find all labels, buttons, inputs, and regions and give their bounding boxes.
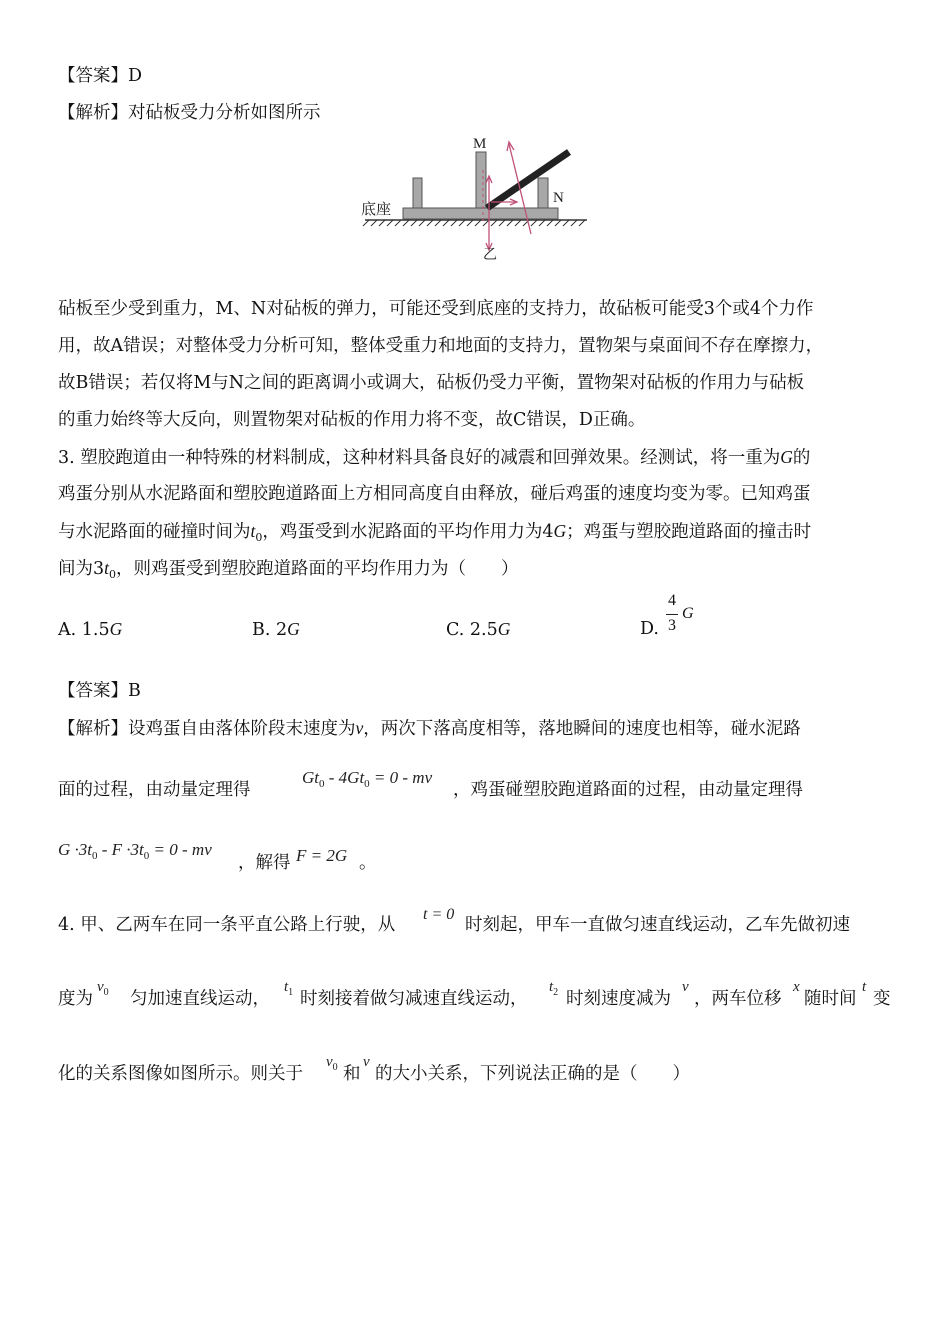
eq1-part-2: - 4Gt (324, 768, 365, 787)
q4-line-2a: 度为 (58, 989, 93, 1009)
answer-line-1 (58, 64, 142, 88)
q3-text-3a: 与水泥路面的碰撞时间为 (58, 522, 251, 542)
q3-var-t: t (250, 521, 256, 541)
analysis3-text-1a: 设鸡蛋自由落体阶段末速度为 (128, 719, 356, 739)
answer-label: 【答案】 (58, 66, 128, 86)
label-n: N (553, 190, 564, 206)
q3-sub-0: 0 (255, 531, 263, 544)
q4-line-2d: 时刻速度减为 (566, 989, 671, 1009)
q4-eq-t0: t = 0 (423, 906, 455, 923)
q4-var-t: t (862, 979, 867, 995)
eq2-part-2: - F ·3t (97, 840, 144, 859)
q3-text-3b: ，鸡蛋受到水泥路面的平均作用力为4 (262, 522, 554, 542)
analysis-intro-1 (58, 101, 321, 125)
equation-3: F = 2G (296, 846, 348, 865)
answer-value: D (128, 66, 143, 86)
force-diagram (355, 130, 595, 270)
q4-var-v0b (326, 1054, 338, 1073)
q3-var-g: G (780, 447, 793, 467)
q3-line-3 (58, 519, 811, 550)
analysis-label: 【解析】 (58, 103, 128, 123)
eq1-part-3: = 0 - mv (369, 768, 433, 787)
analysis3-var-v: v (355, 718, 364, 738)
analysis1-line-3: 故B错误；若仅将M与N之间的距离调小或调大，砧板仍受力平衡，置物架对砧板的作用力与砧板 (58, 373, 805, 393)
analysis1-line-2: 用，故A错误；对整体受力分析可知，整体受重力和地面的支持力，置物架与桌面间不存在摩擦力， (58, 336, 824, 356)
eq1-sub-1: 0 (319, 778, 325, 790)
eq2-sub-2: 0 (143, 850, 150, 862)
q4-var-x: x (793, 979, 800, 995)
q4-line-3c: 的大小关系，下列说法正确的是（ ） (375, 1064, 690, 1084)
q4-line-1a: 4. 甲、乙两车在同一条平直公路上行驶，从 (58, 915, 396, 935)
label-m: M (473, 136, 487, 152)
q3-line-2: 鸡蛋分别从水泥路面和塑胶跑道路面上方相同高度自由释放，碰后鸡蛋的速度均变为零。已知鸡蛋 (58, 484, 811, 504)
q3-line-4 (58, 556, 519, 587)
answer3-label: 【答案】 (58, 681, 128, 701)
analysis-text: 对砧板受力分析如图所示 (128, 103, 321, 123)
q3-text-4b: ，则鸡蛋受到塑胶跑道路面的平均作用力为（ ） (116, 559, 519, 579)
option-b-var: G (287, 619, 300, 639)
option-d-text: D. (640, 619, 659, 639)
option-d-var: G (682, 605, 694, 622)
figure-caption: 乙 (483, 247, 497, 263)
eq2-part-3: = 0 - mv (149, 840, 212, 859)
q3-var-t2: t (104, 558, 110, 578)
option-d-denominator: 3 (668, 617, 676, 634)
q4-t2-t: t (549, 979, 554, 995)
q3-text-3c: ；鸡蛋与塑胶跑道路面的撞击时 (566, 522, 812, 542)
q4-line-3a: 化的关系图像如图所示。则关于 (58, 1064, 303, 1084)
q4-var-t2 (549, 979, 558, 998)
q4-line-2g: 变 (873, 989, 891, 1009)
q4-t2-sub: 2 (553, 987, 559, 998)
q4-line-2e: ，两车位移 (694, 989, 782, 1009)
eq2-part-1: G ·3t (58, 840, 92, 859)
option-c-var: G (497, 619, 511, 639)
label-base: 底座 (361, 200, 392, 218)
analysis1-line-1: 砧板至少受到重力，M、N对砧板的弹力，可能还受到底座的支持力，故砧板可能受3个或4个力作 (58, 299, 814, 319)
option-a[interactable] (58, 617, 122, 642)
q4-line-1b: 时刻起，甲车一直做匀速直线运动，乙车先做初速 (465, 915, 850, 935)
option-d-fraction-bar (666, 614, 678, 615)
option-a-text: A. 1.5 (58, 620, 110, 640)
q4-line-2c: 时刻接着做匀减速直线运动， (300, 989, 528, 1009)
q3-text-1: 3. 塑胶跑道由一种特殊的材料制成，这种材料具备良好的减震和回弹效果。经测试，将一重为 (58, 448, 781, 468)
option-b-text: B. 2 (252, 620, 288, 640)
q4-v0b-v: v (326, 1054, 333, 1070)
analysis1-line-4: 的重力始终等大反向，则置物架对砧板的作用力将不变，故C错误，D正确。 (58, 410, 646, 430)
q3-sub-0b: 0 (109, 568, 117, 581)
q4-line-2b: 匀加速直线运动， (130, 989, 270, 1009)
q3-var-g2: G (553, 521, 567, 541)
analysis3-line-3b: ，解得 (238, 853, 291, 873)
option-a-var: G (109, 619, 123, 639)
q4-var-v0 (97, 979, 109, 998)
q4-line-2f: 随时间 (804, 989, 857, 1009)
answer3-value: B (128, 681, 141, 701)
q4-t1-t: t (284, 979, 289, 995)
analysis3-label: 【解析】 (58, 719, 128, 739)
q4-var-vb: v (363, 1054, 370, 1070)
q3-line-1 (58, 445, 810, 470)
analysis3-text-1b: ，两次下落高度相等，落地瞬间的速度也相等，碰水泥路 (363, 719, 801, 739)
force-diagram-svg (355, 130, 595, 270)
equation-1 (302, 768, 432, 790)
option-c-text: C. 2.5 (446, 620, 498, 640)
analysis3-line-3c: 。 (359, 853, 377, 873)
q4-var-t1 (284, 979, 293, 998)
analysis3-line-1 (58, 716, 801, 741)
equation-2 (58, 840, 212, 862)
q4-v0-sub: 0 (103, 987, 109, 998)
option-d[interactable] (640, 617, 659, 641)
q4-v0-v: v (97, 979, 104, 995)
analysis3-line-2a: 面的过程，由动量定理得 (58, 780, 251, 800)
analysis3-line-2b: ，鸡蛋碰塑胶跑道路面的过程，由动量定理得 (453, 780, 803, 800)
option-b[interactable] (252, 617, 300, 642)
q4-t1-sub: 1 (288, 987, 294, 998)
option-d-numerator: 4 (668, 592, 676, 609)
option-c[interactable] (446, 617, 510, 642)
eq1-part-1: Gt (302, 768, 319, 787)
q3-text-1-end: 的 (792, 448, 811, 468)
eq1-sub-2: 0 (364, 778, 370, 790)
answer-line-3 (58, 679, 141, 703)
q4-v0b-sub: 0 (332, 1062, 338, 1073)
eq2-sub-1: 0 (92, 850, 98, 862)
q3-text-4a: 间为3 (58, 559, 105, 579)
q4-line-3b: 和 (343, 1064, 361, 1084)
q4-var-v: v (682, 979, 689, 995)
